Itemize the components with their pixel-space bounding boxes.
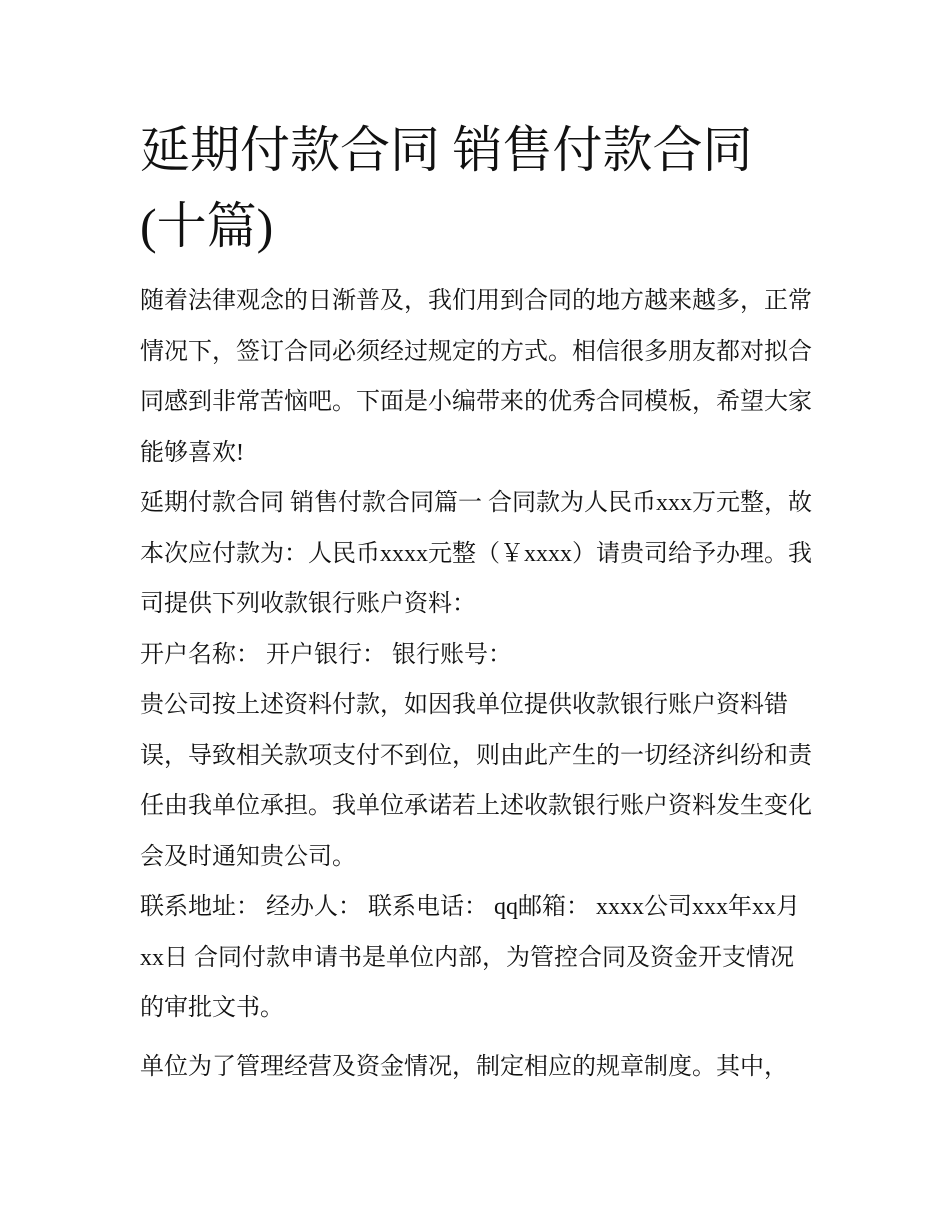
paragraph-management: 单位为了管理经营及资金情况，制定相应的规章制度。其中， <box>140 1053 788 1080</box>
title-line-1: 延期付款合同 销售付款合同 <box>140 122 753 178</box>
paragraph-contact-info: 联系地址： 经办人： 联系电话： qq邮箱： xxxx公司xxx年xx月xx日 合同付款申请书是单位内部，为管控合同及资金开支情况的审批文书。 <box>140 894 800 1021</box>
paragraph-intro: 随着法律观念的日渐普及，我们用到合同的地方越来越多，正常情况下，签订合同必须经过规定的方式。相信很多朋友都对拟合同感到非常苦恼吧。下面是小编带来的优秀合同模板，希望大家能够喜欢! <box>140 288 812 466</box>
document-title <box>140 112 816 264</box>
paragraph-responsibility: 贵公司按上述资料付款，如因我单位提供收款银行账户资料错误，导致相关款项支付不到位，则由此产生的一切经济纠纷和责任由我单位承担。我单位承诺若上述收款银行账户资料发生变化会及时通知贵公司。 <box>140 692 812 870</box>
paragraph-contract-amount: 延期付款合同 销售付款合同篇一 合同款为人民币xxx万元整，故本次应付款为：人民币xxxx元整（￥xxxx）请贵司给予办理。我司提供下列收款银行账户资料： <box>140 490 812 617</box>
paragraph-bank-fields: 开户名称： 开户银行： 银行账号： <box>140 641 512 668</box>
document-body <box>140 112 816 1092</box>
title-line-2: (十篇) <box>140 198 274 254</box>
